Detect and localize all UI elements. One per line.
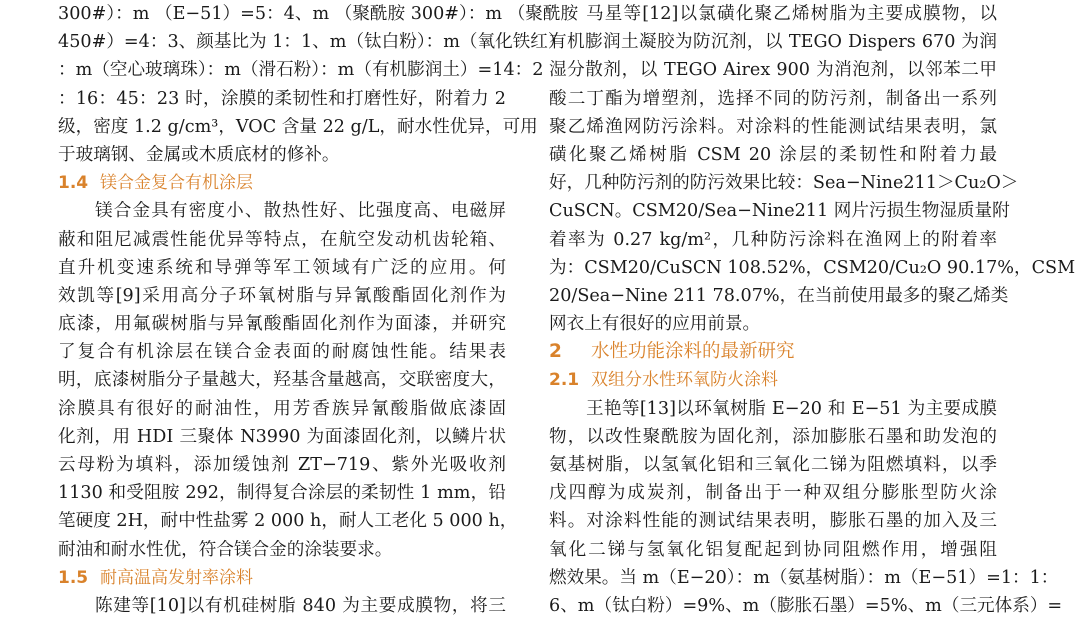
- right-text-line: 料。对涂料性能的测试结果表明，膨胀石墨的加入及三: [549, 511, 997, 532]
- left-text-line: 1130 和受阻胺 292，制得复合涂层的柔韧性 1 mm，铅: [58, 483, 506, 504]
- section-title: 镁合金复合有机涂层: [100, 173, 253, 194]
- right-text-line: 氨基树脂，以氢氧化铝和三氧化二锑为阻燃填料，以季: [549, 455, 997, 475]
- right-text-line: 为：CSM20/CuSCN 108.52%，CSM20/Cu₂O 90.17%，CSM: [549, 257, 1075, 278]
- right-text-line: CuSCN。CSM20/Sea−Nine211 网片污损生物湿质量附: [549, 201, 1010, 222]
- left-text-line: 涂膜具有很好的耐油性，用芳香族异氰酸脂做底漆固: [58, 398, 506, 419]
- right-text-line: 马星等[12]以氯磺化聚乙烯树脂为主要成膜物，以: [586, 4, 997, 24]
- left-text-line: 直升机变速系统和导弹等军工领域有广泛的应用。何: [58, 257, 506, 278]
- left-text-line: 级，密度 1.2 g/cm³，VOC 含量 22 g/L，耐水性优异，可用: [58, 116, 538, 137]
- right-text-line: 6、m（钛白粉）=9%、m（膨胀石墨）=5%、m（三元体系）=: [549, 595, 1063, 616]
- section-number: 1.4: [58, 173, 89, 194]
- left-text-line: 底漆，用氟碳树脂与异氰酸酯固化剂作为面漆，并研究: [58, 314, 506, 335]
- left-text-line: 300#）：m （E−51）=5：4、m （聚酰胺 300#）：m （聚酰胺: [58, 4, 579, 24]
- right-column: [549, 0, 1075, 620]
- right-text-line: 氧化二锑与氢氧化铝复配起到协同阻燃作用，增强阻: [549, 539, 997, 560]
- section-heading: [549, 338, 997, 366]
- section-title: 耐高温高发射率涂料: [100, 567, 253, 588]
- right-text-line: 聚乙烯渔网防污涂料。对涂料的性能测试结果表明，氯: [549, 116, 997, 137]
- left-text-line: 耐油和耐水性优，符合镁合金的涂装要求。: [58, 539, 393, 560]
- section-heading: [58, 169, 506, 197]
- section-heading: [549, 366, 997, 394]
- right-text-line: 王艳等[13]以环氧树脂 E−20 和 E−51 为主要成膜: [586, 398, 997, 419]
- left-text-line: 云母粉为填料，添加缓蚀剂 ZT−719、紫外光吸收剂: [58, 455, 506, 475]
- left-text-line: 笔硬度 2H，耐中性盐雾 2 000 h，耐人工老化 5 000 h，: [58, 511, 518, 532]
- left-text-line: 蔽和阻尼减震性能优异等特点，在航空发动机齿轮箱、: [58, 229, 506, 250]
- right-text-line: 燃效果。当 m（E−20）：m（氨基树脂）：m（E−51）=1：1：: [549, 567, 1059, 588]
- right-text-line: 物，以改性聚酰胺为固化剂，添加膨胀石墨和助发泡的: [549, 426, 997, 447]
- section-number: 2.1: [549, 370, 580, 391]
- section-heading: [58, 564, 506, 592]
- section-number: 1.5: [58, 567, 89, 588]
- left-text-line: ：m（空心玻璃珠）：m（滑石粉）：m（有机膨润土）=14：2: [58, 60, 544, 81]
- left-text-line: 镁合金具有密度小、散热性好、比强度高、电磁屏: [95, 201, 506, 222]
- section-number: 2: [549, 341, 562, 363]
- right-text-line: 戊四醇为成炭剂，制备出于一种双组分膨胀型防火涂: [549, 483, 997, 504]
- left-text-line: 450#）=4：3、颜基比为 1：1、m（钛白粉）：m（氧化铁红）: [58, 32, 566, 53]
- left-text-line: 陈建等[10]以有机硅树脂 840 为主要成膜物，将三: [95, 595, 506, 616]
- right-text-line: 好，几种防污剂的防污效果比较：Sea−Nine211＞Cu₂O＞: [549, 173, 1019, 194]
- right-text-line: 湿分散剂，以 TEGO Airex 900 为消泡剂，以邻苯二甲: [549, 60, 997, 81]
- left-text-line: 了复合有机涂层在镁合金表面的耐腐蚀性能。结果表: [58, 342, 506, 363]
- right-text-line: 磺化聚乙烯树脂 CSM 20 涂层的柔韧性和附着力最: [549, 144, 997, 165]
- left-text-line: 效凯等[9]采用高分子环氧树脂与异氰酸酯固化剂作为: [58, 285, 506, 306]
- left-column: [58, 0, 579, 620]
- right-text-line: 有机膨润土凝胶为防沉剂，以 TEGO Dispers 670 为润: [549, 32, 997, 53]
- left-text-line: 明，底漆树脂分子量越大，羟基含量越高，交联密度大，: [58, 370, 506, 391]
- right-text-line: 20/Sea−Nine 211 78.07%，在当前使用最多的聚乙烯类: [549, 285, 1009, 306]
- left-text-line: 于玻璃钢、金属或木质底材的修补。: [58, 144, 340, 165]
- right-text-line: 着率为 0.27 kg/m²，几种防污涂料在渔网上的附着率: [549, 229, 997, 250]
- right-text-line: 酸二丁酯为增塑剂，选择不同的防污剂，制备出一系列: [549, 88, 997, 109]
- section-title: 水性功能涂料的最新研究: [591, 341, 795, 363]
- section-title: 双组分水性环氧防火涂料: [591, 370, 778, 391]
- right-text-line: 网衣上有很好的应用前景。: [549, 314, 761, 335]
- left-text-line: 化剂，用 HDI 三聚体 N3990 为面漆固化剂，以鳞片状: [58, 426, 506, 447]
- left-text-line: ：16：45：23 时，涂膜的柔韧性和打磨性好，附着力 2: [58, 88, 506, 109]
